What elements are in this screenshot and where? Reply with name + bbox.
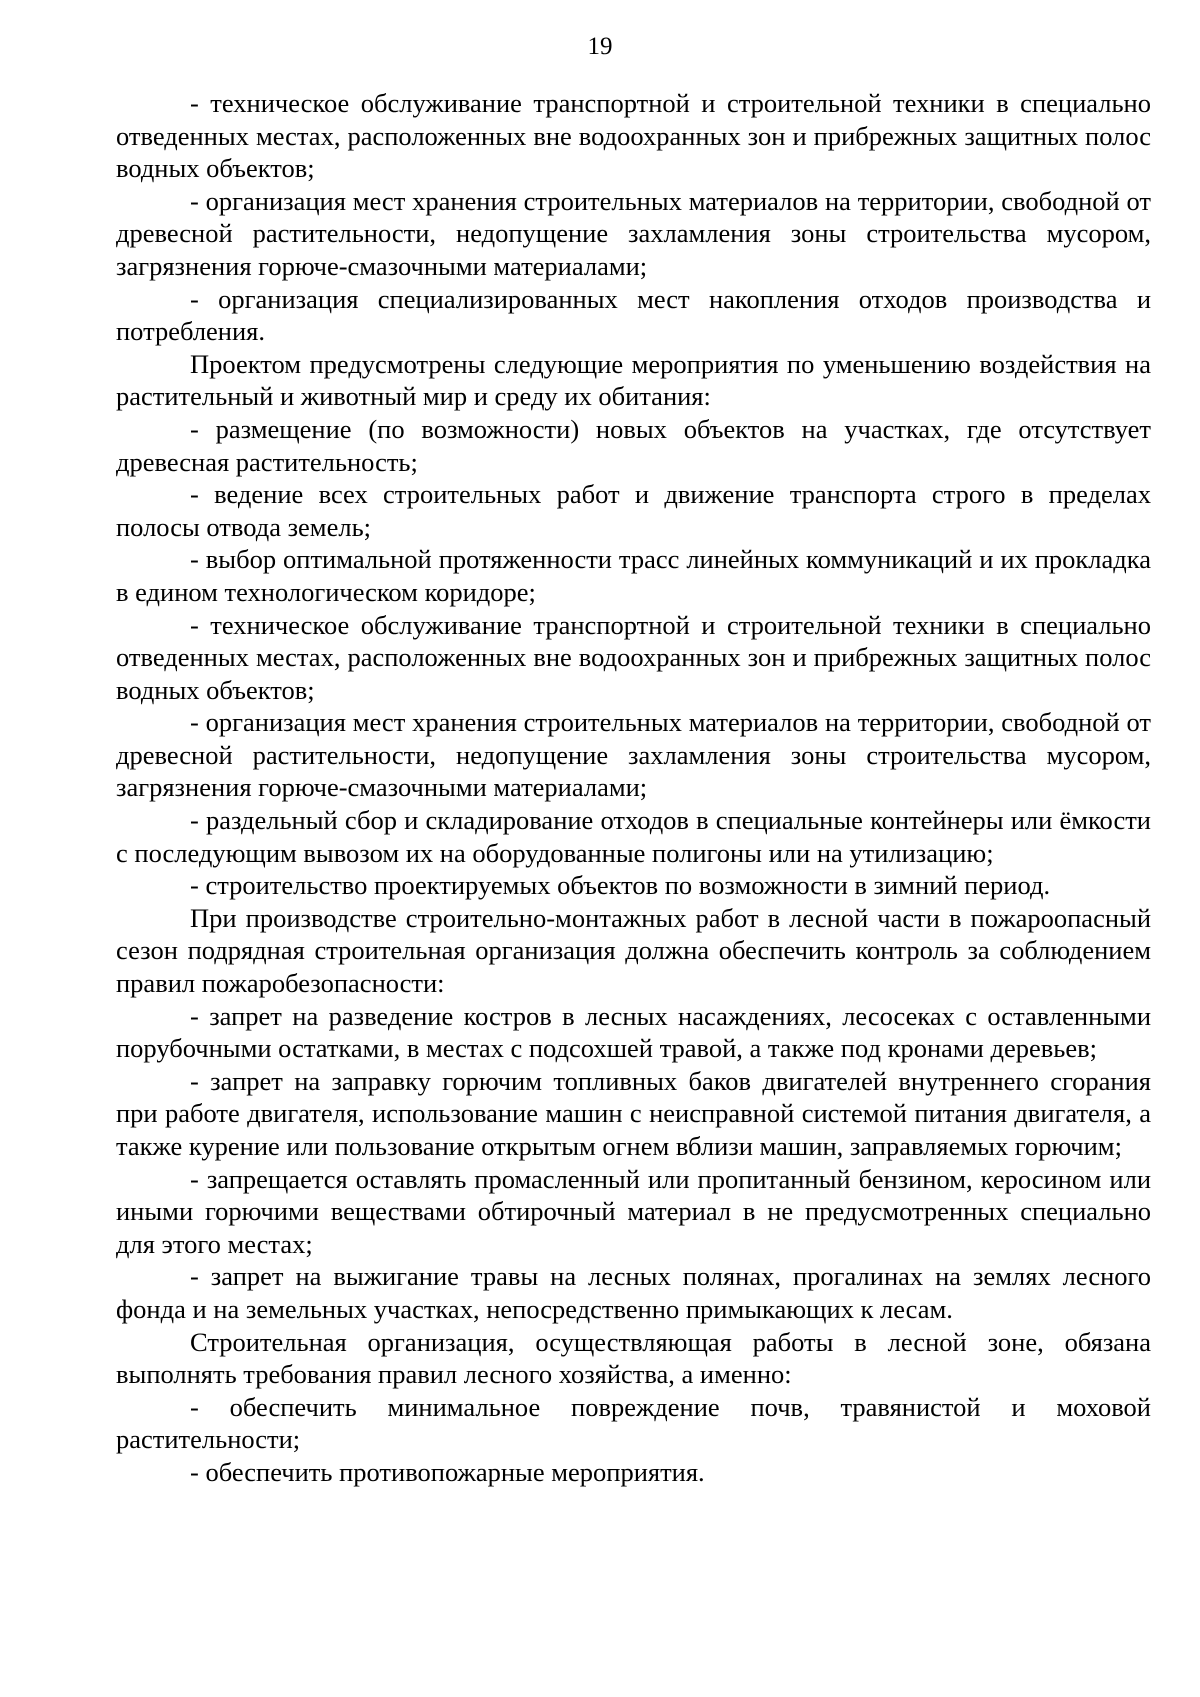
paragraph: - запрет на выжигание травы на лесных полянах, прогалинах на землях лесного фонда и на земельных участках, непосредственно примыкающих к лесам. xyxy=(116,1261,1151,1324)
paragraph: - размещение (по возможности) новых объектов на участках, где отсутствует древесная растительность; xyxy=(116,413,1151,477)
page-number: 19 xyxy=(587,33,613,60)
paragraph: - организация мест хранения строительных материалов на территории, свободной от древесной растительности, недопущение захламления зоны строительства мусором, загрязнения горюче-смазочными материалами; xyxy=(116,185,1151,281)
paragraph: - запрет на заправку горючим топливных баков двигателей внутреннего сгорания при работе двигателя, использование машин с неисправной системой питания двигателя, а также курение или пользование открытым огнем вблизи машин, заправляемых горючим; xyxy=(116,1065,1151,1161)
paragraph: - обеспечить минимальное повреждение почв, травянистой и моховой растительности; xyxy=(116,1391,1151,1455)
paragraph: Проектом предусмотрены следующие мероприятия по уменьшению воздействия на растительный и животный мир и среду их обитания: xyxy=(116,348,1151,412)
paragraph: При производстве строительно-монтажных работ в лесной части в пожароопасный сезон подрядная строительная организация должна обеспечить контроль за соблюдением правил пожаробезопасности: xyxy=(116,902,1151,999)
paragraph: - обеспечить противопожарные мероприятия. xyxy=(190,1456,705,1487)
paragraph: - ведение всех строительных работ и движение транспорта строго в пределах полосы отвода земель; xyxy=(116,479,1151,542)
paragraph: - строительство проектируемых объектов по возможности в зимний период. xyxy=(190,870,1051,901)
paragraph: - организация специализированных мест накопления отходов производства и потребления. xyxy=(116,283,1151,347)
paragraph: - раздельный сбор и складирование отходов в специальные контейнеры или ёмкости с последующим вывозом их на оборудованные полигоны или на утилизацию; xyxy=(116,805,1151,868)
paragraph: - техническое обслуживание транспортной и строительной техники в специально отведенных местах, расположенных вне водоохранных зон и прибрежных защитных полос водных объектов; xyxy=(116,609,1151,705)
paragraph: - выбор оптимальной протяженности трасс линейных коммуникаций и их прокладка в едином технологическом коридоре; xyxy=(116,544,1151,607)
document-body xyxy=(116,87,1151,1489)
paragraph: - запрет на разведение костров в лесных насаждениях, лесосеках с оставленными порубочными остатками, в местах с подсохшей травой, а также под кронами деревьев; xyxy=(116,1000,1151,1064)
paragraph: Строительная организация, осуществляющая работы в лесной зоне, обязана выполнять требования правил лесного хозяйства, а именно: xyxy=(116,1326,1151,1390)
paragraph: - организация мест хранения строительных материалов на территории, свободной от древесной растительности, недопущение захламления зоны строительства мусором, загрязнения горюче-смазочными материалами; xyxy=(116,707,1151,803)
paragraph: - техническое обслуживание транспортной и строительной техники в специально отведенных местах, расположенных вне водоохранных зон и прибрежных защитных полос водных объектов; xyxy=(116,88,1151,184)
paragraph: - запрещается оставлять промасленный или пропитанный бензином, керосином или иными горючими веществами обтирочный материал в не предусмотренных специально для этого местах; xyxy=(116,1163,1151,1259)
